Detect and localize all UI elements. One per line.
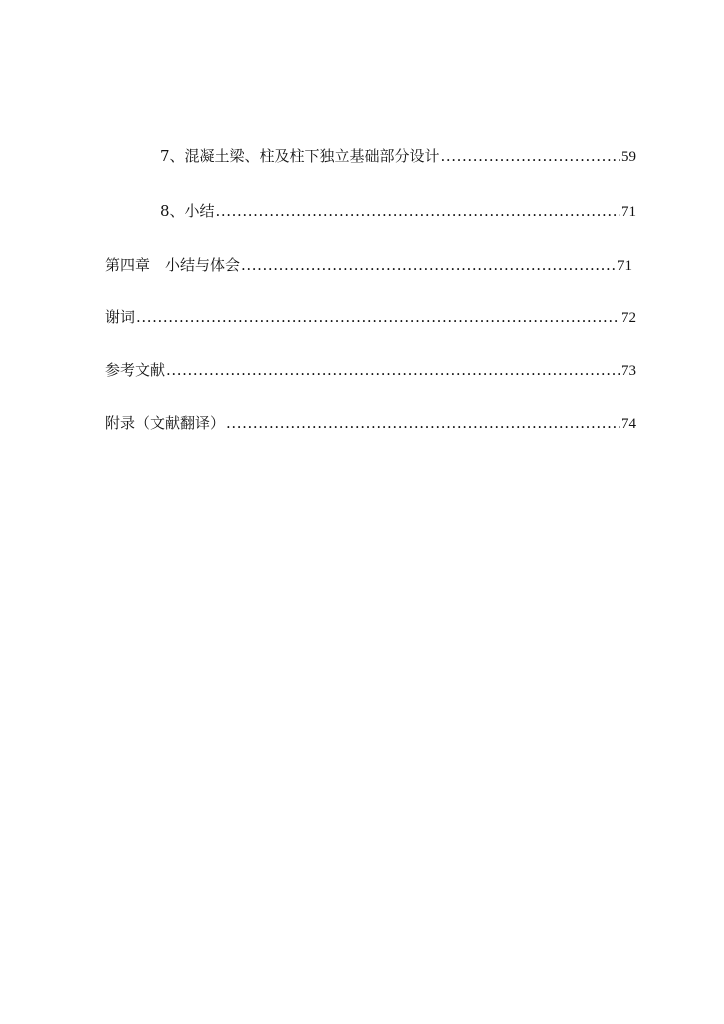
toc-entry-title: 谢词 bbox=[105, 308, 136, 326]
toc-entry-section-7 bbox=[160, 146, 636, 167]
dot-leader bbox=[441, 146, 620, 166]
toc-entry-page-number: 71 bbox=[617, 258, 632, 274]
dot-leader bbox=[216, 201, 620, 221]
toc-entry-section-8 bbox=[160, 201, 636, 222]
toc-entry-title: 第四章 小结与体会 bbox=[105, 256, 241, 274]
toc-entry-title: 7、混凝土梁、柱及柱下独立基础部分设计 bbox=[160, 147, 440, 165]
toc-entry-references bbox=[105, 360, 636, 381]
toc-entry-title: 8、小结 bbox=[160, 202, 215, 220]
dot-leader bbox=[241, 255, 616, 275]
toc-entry-acknowledgements bbox=[105, 307, 636, 328]
dot-leader bbox=[136, 307, 620, 327]
toc-entry-page-number: 74 bbox=[621, 416, 636, 432]
dot-leader bbox=[226, 413, 620, 433]
dot-leader bbox=[166, 360, 620, 380]
toc-entry-title: 附录（文献翻译） bbox=[105, 414, 226, 432]
toc-entry-appendix bbox=[105, 413, 636, 434]
toc-entry-page-number: 73 bbox=[621, 363, 636, 379]
toc-entry-title: 参考文献 bbox=[105, 361, 166, 379]
toc-entry-page-number: 72 bbox=[621, 310, 636, 326]
toc-entry-chapter-4 bbox=[105, 255, 632, 276]
toc-entry-page-number: 59 bbox=[621, 149, 636, 165]
toc-entry-page-number: 71 bbox=[621, 204, 636, 220]
